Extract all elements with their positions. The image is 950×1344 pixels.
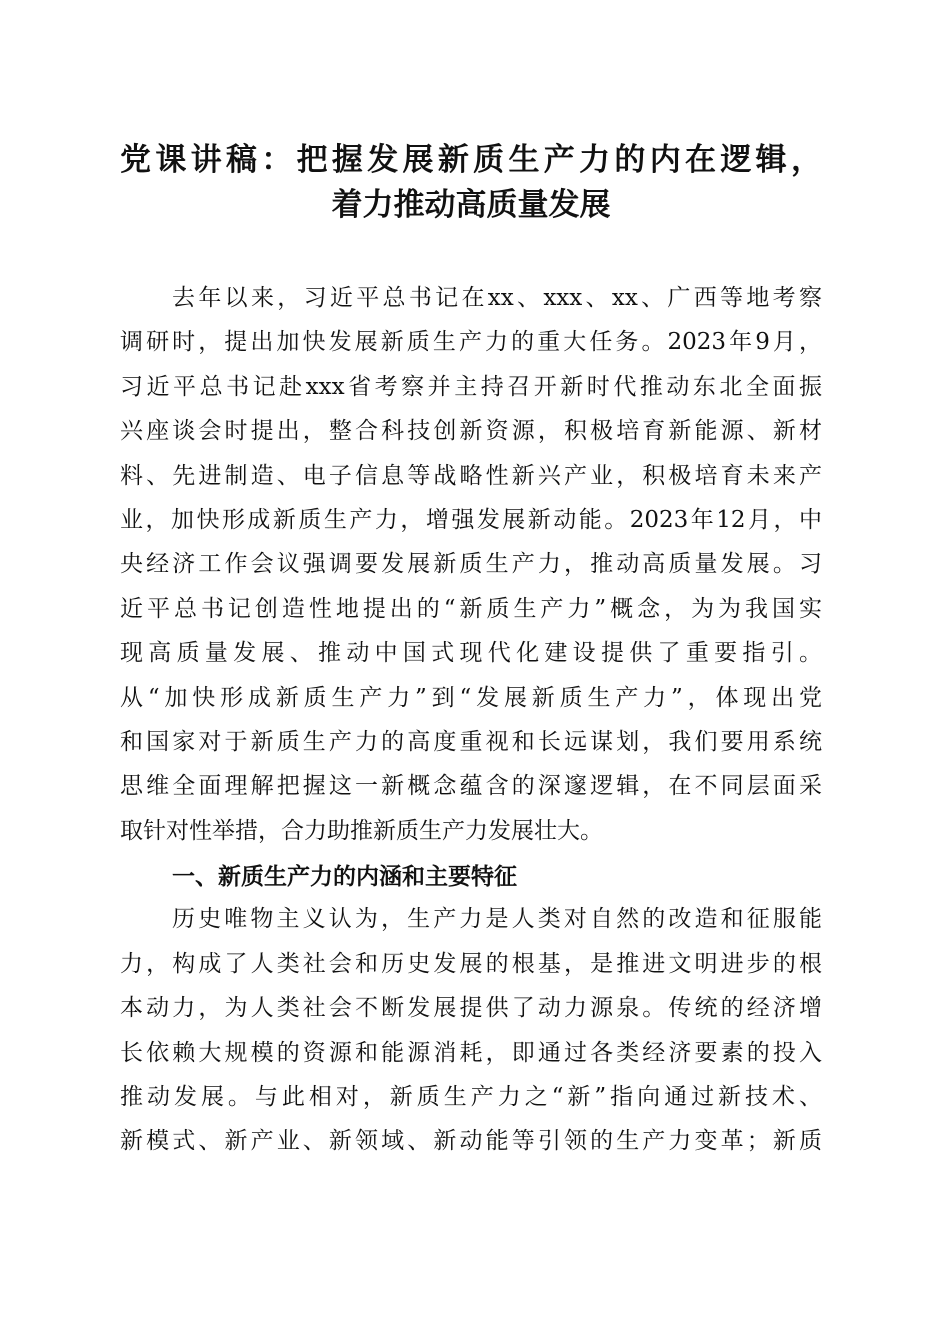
section-heading-1: 一、新质生产力的内涵和主要特征	[172, 864, 517, 891]
text-line: 调研时，提出加快发展新质生产力的重大任务。2023年9月，	[120, 329, 822, 356]
text-line: 思维全面理解把握这一新概念蕴含的深邃逻辑，在不同层面采	[120, 773, 822, 800]
document-title-line-1: 党课讲稿：把握发展新质生产力的内在逻辑，	[120, 142, 822, 178]
text-line: 去年以来，习近平总书记在xx、xxx、xx、广西等地考察	[172, 285, 822, 311]
paragraph-intro	[120, 276, 822, 853]
text-line: 本动力，为人类社会不断发展提供了动力源泉。传统的经济增	[120, 995, 822, 1022]
document-title-line-2: 着力推动高质量发展	[331, 187, 611, 223]
text-line: 和国家对于新质生产力的高度重视和长远谋划，我们要用系统	[120, 728, 822, 755]
text-line: 新模式、新产业、新领域、新动能等引领的生产力变革；新质	[120, 1128, 822, 1155]
text-line: 推动发展。与此相对，新质生产力之“新”指向通过新技术、	[120, 1084, 822, 1111]
text-line: 近平总书记创造性地提出的“新质生产力”概念，为为我国实	[120, 595, 822, 622]
text-line: 长依赖大规模的资源和能源消耗，即通过各类经济要素的投入	[120, 1039, 822, 1066]
text-line: 历史唯物主义认为，生产力是人类对自然的改造和征服能	[172, 906, 822, 933]
text-line: 习近平总书记赴xxx省考察并主持召开新时代推动东北全面振	[120, 373, 822, 400]
text-line: 现高质量发展、推动中国式现代化建设提供了重要指引。	[120, 640, 822, 667]
document-body	[120, 276, 822, 1164]
text-line: 取针对性举措，合力助推新质生产力发展壮大。	[120, 817, 603, 844]
text-line: 力，构成了人类社会和历史发展的根基，是推进文明进步的根	[120, 950, 822, 977]
text-line: 料、先进制造、电子信息等战略性新兴产业，积极培育未来产	[120, 462, 822, 489]
text-line: 从“加快形成新质生产力”到“发展新质生产力”，体现出党	[120, 684, 822, 711]
paragraph-section-1	[120, 897, 822, 1163]
text-line: 央经济工作会议强调要发展新质生产力，推动高质量发展。习	[120, 551, 822, 578]
text-line: 兴座谈会时提出，整合科技创新资源，积极培育新能源、新材	[120, 418, 822, 445]
text-line: 业，加快形成新质生产力，增强发展新动能。2023年12月，中	[120, 506, 822, 533]
